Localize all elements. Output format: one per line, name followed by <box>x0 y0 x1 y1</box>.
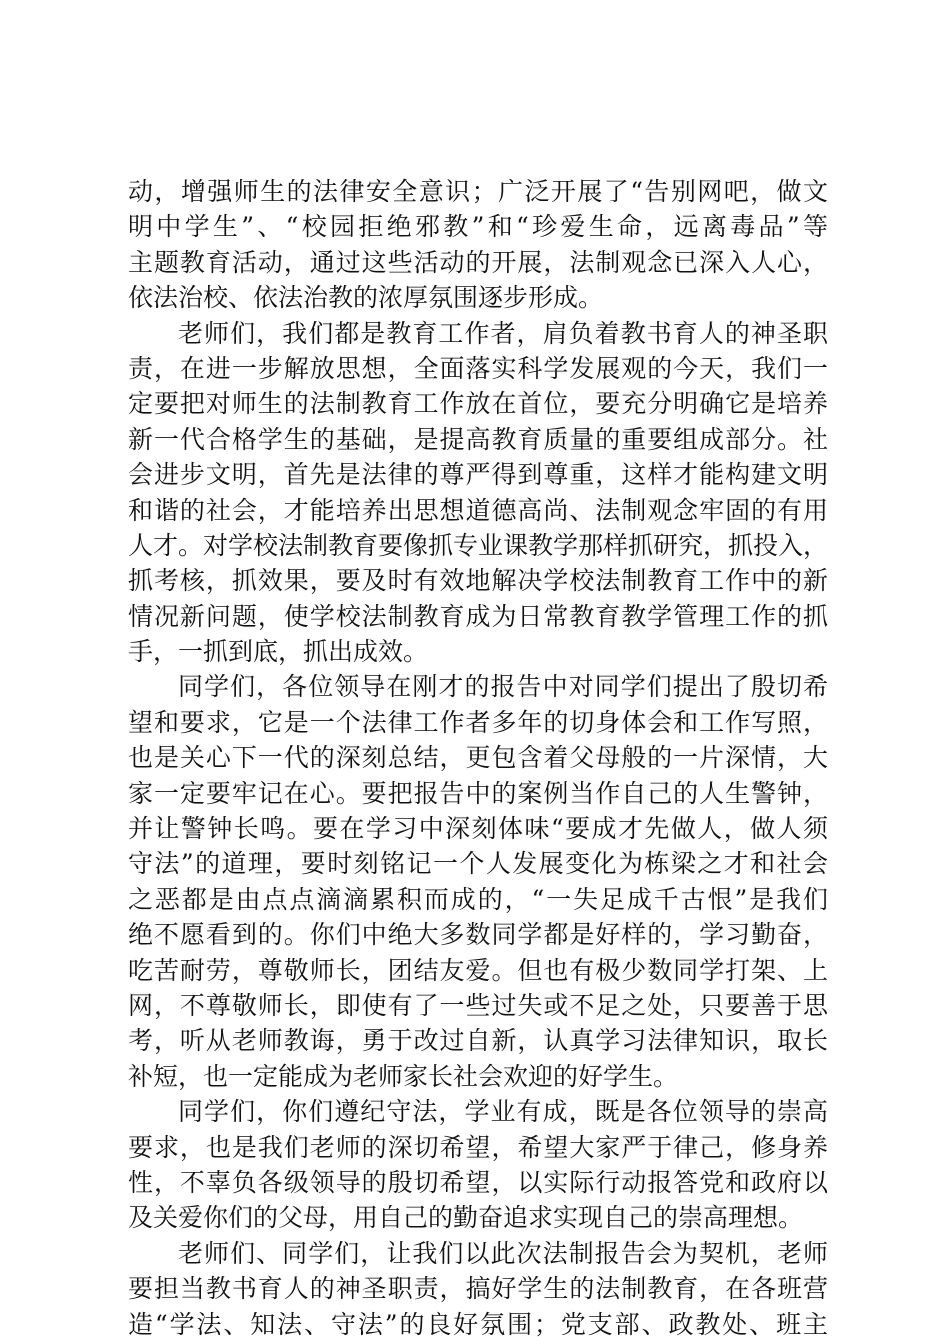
text-line: 网，不尊敬师长，即使有了一些过失或不足之处，只要善于思 <box>128 990 828 1020</box>
text-line: 望和要求，它是一个法律工作者多年的切身体会和工作写照， <box>128 707 828 737</box>
text-line: 并让警钟长鸣。要在学习中深刻体味“要成才先做人，做人须 <box>128 814 828 844</box>
text-line: 补短，也一定能成为老师家长社会欢迎的好学生。 <box>128 1061 679 1091</box>
text-line: 考，听从老师教诲，勇于改过自新，认真学习法律知识，取长 <box>128 1026 828 1056</box>
text-line: 要担当教书育人的神圣职责，搞好学生的法制教育，在各班营 <box>128 1274 828 1304</box>
text-line: 之恶都是由点点滴滴累积而成的，“一失足成千古恨”是我们 <box>128 884 828 914</box>
text-line: 责，在进一步解放思想，全面落实科学发展观的今天，我们一 <box>128 353 828 383</box>
text-line: 造“学法、知法、守法”的良好氛围；党支部、政教处、班主 <box>128 1309 828 1339</box>
text-line: 家一定要牢记在心。要把报告中的案例当作自己的人生警钟， <box>128 778 828 808</box>
body-text <box>128 174 828 1342</box>
text-line: 手，一抓到底，抓出成效。 <box>128 637 429 667</box>
text-line: 和谐的社会，才能培养出思想道德高尚、法制观念牢固的有用 <box>128 495 828 525</box>
text-line: 同学们，各位领导在刚才的报告中对同学们提出了殷切希 <box>178 672 828 702</box>
text-line: 老师们、同学们，让我们以此次法制报告会为契机，老师 <box>178 1238 828 1268</box>
paragraph-1 <box>128 174 828 316</box>
paragraph-5 <box>128 1236 828 1342</box>
text-line: 及关爱你们的父母，用自己的勤奋追求实现自己的崇高理想。 <box>128 1203 804 1233</box>
paragraph-2 <box>128 316 828 670</box>
text-line: 会进步文明，首先是法律的尊严得到尊重，这样才能构建文明 <box>128 460 828 490</box>
text-line: 老师们，我们都是教育工作者，肩负着教书育人的神圣职 <box>178 318 828 348</box>
text-line: 人才。对学校法制教育要像抓专业课教学那样抓研究，抓投入， <box>128 530 828 560</box>
text-line: 同学们，你们遵纪守法，学业有成，既是各位领导的崇高 <box>178 1097 828 1127</box>
text-line: 情况新问题，使学校法制教育成为日常教育教学管理工作的抓 <box>128 601 828 631</box>
text-line: 要求，也是我们老师的深切希望，希望大家严于律己，修身养 <box>128 1132 828 1162</box>
text-line: 抓考核，抓效果，要及时有效地解决学校法制教育工作中的新 <box>128 566 828 596</box>
text-line: 性，不辜负各级领导的殷切希望，以实际行动报答党和政府以 <box>128 1167 828 1197</box>
text-line: 吃苦耐劳，尊敬师长，团结友爱。但也有极少数同学打架、上 <box>128 955 828 985</box>
text-line: 也是关心下一代的深刻总结，更包含着父母般的一片深情，大 <box>128 743 828 773</box>
text-line: 守法”的道理，要时刻铭记一个人发展变化为栋梁之才和社会 <box>128 849 828 879</box>
text-line: 主题教育活动，通过这些活动的开展，法制观念已深入人心， <box>128 247 828 277</box>
text-line: 明中学生”、“校园拒绝邪教”和“珍爱生命，远离毒品”等 <box>128 212 828 242</box>
text-line: 绝不愿看到的。你们中绝大多数同学都是好样的，学习勤奋， <box>128 920 828 950</box>
text-line: 新一代合格学生的基础，是提高教育质量的重要组成部分。社 <box>128 424 828 454</box>
paragraph-4 <box>128 1094 828 1236</box>
text-line: 动，增强师生的法律安全意识；广泛开展了“告别网吧，做文 <box>128 177 828 206</box>
text-line: 定要把对师生的法制教育工作放在首位，要充分明确它是培养 <box>128 389 828 419</box>
text-line: 依法治校、依法治教的浓厚氛围逐步形成。 <box>128 283 604 313</box>
paragraph-3 <box>128 669 828 1094</box>
